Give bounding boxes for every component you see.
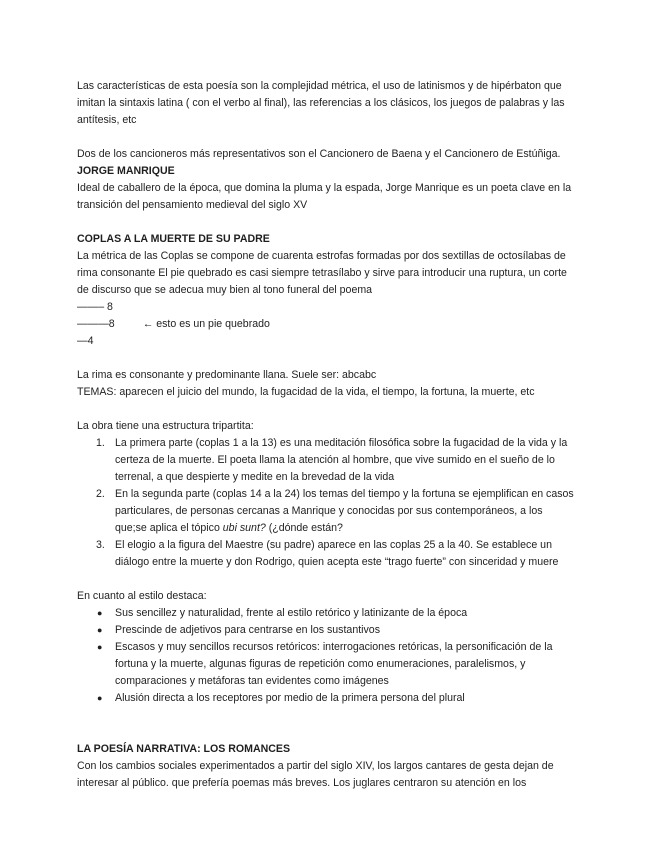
coplas-metrica-paragraph: La métrica de las Coplas se compone de cuarenta estrofas formadas por dos sextillas de octosílabas de rima consonante El pie quebrado es casi siempre tetrasílabo y sirve para introducir una ruptura, un corte de discurso que se adecua muy bien al tono funeral del poema	[77, 250, 567, 296]
list-item	[77, 435, 577, 486]
list-item	[77, 690, 577, 707]
spacer	[77, 571, 577, 588]
estilo-list	[77, 605, 577, 707]
list-item	[77, 622, 577, 639]
intro-paragraph-1: Las características de esta poesía son la complejidad métrica, el uso de latinismos y de hipérbaton que imitan la sintaxis latina ( con el verbo al final), las referencias a los clásicos, los juegos de palabras y las antítesis, etc	[77, 80, 565, 126]
metric-scheme-line-2	[77, 316, 577, 333]
metric-scheme-line-1: ——– 8	[77, 301, 113, 313]
bullet-icon: ●	[97, 625, 103, 635]
document-body	[77, 78, 577, 792]
estructura-list	[77, 435, 577, 571]
manrique-paragraph: Ideal de caballero de la época, que domina la pluma y la espada, Jorge Manrique es un poeta clave en la transición del pensamiento medieval del siglo XV	[77, 182, 572, 211]
bullet-icon: ●	[97, 642, 103, 652]
spacer	[77, 214, 577, 231]
list-item-text-end: (¿dónde están?	[265, 522, 343, 534]
metric-scheme-line-3: —4	[77, 335, 94, 347]
list-number: 2.	[96, 488, 105, 500]
heading-romances: LA POESÍA NARRATIVA: LOS ROMANCES	[77, 743, 291, 755]
intro-paragraph-2: Dos de los cancioneros más representativos son el Cancionero de Baena y el Cancionero de Estúñiga.	[77, 148, 561, 160]
estilo-intro: En cuanto al estilo destaca:	[77, 590, 207, 602]
spacer	[77, 350, 577, 367]
pie-quebrado-note: ← esto es un pie quebrado	[142, 318, 270, 330]
list-item-text: La primera parte (coplas 1 a la 13) es una meditación filosófica sobre la fugacidad de la vida y la certeza de la muerte. El poeta llama la atención al hombre, que vive sumido en el sueño de lo terrenal, a que despierte y medite en la brevedad de la vida	[115, 437, 568, 483]
romances-paragraph: Con los cambios sociales experimentados a partir del siglo XIV, los largos cantares de gesta dejan de interesar al público. que prefería poemas más breves. Los juglares centraron su atención en los	[77, 760, 554, 789]
heading-jorge-manrique: JORGE MANRIQUE	[77, 165, 175, 177]
list-item-text: Prescinde de adjetivos para centrarse en los sustantivos	[115, 624, 380, 636]
list-item	[77, 486, 577, 537]
heading-coplas: COPLAS A LA MUERTE DE SU PADRE	[77, 233, 270, 245]
spacer	[77, 724, 577, 741]
list-item-text: Alusión directa a los receptores por medio de la primera persona del plural	[115, 692, 465, 704]
list-number: 1.	[96, 437, 105, 449]
bullet-icon: ●	[97, 608, 103, 618]
list-item-text: Escasos y muy sencillos recursos retóricos: interrogaciones retóricas, la personificación de la fortuna y la muerte, algunas figuras de repetición como enumeraciones, paralelismos, y comparaciones y metáforas tan evidentes como imágenes	[115, 641, 553, 687]
list-item-text: En la segunda parte (coplas 14 a la 24) los temas del tiempo y la fortuna se ejemplifican en casos particulares, de personas cercanas a Manrique y conocidas por sus contemporáneos, a los que;se aplica el tópico	[115, 488, 574, 534]
spacer	[77, 707, 577, 724]
ubi-sunt-term: ubi sunt?	[222, 522, 266, 534]
temas-paragraph: TEMAS: aparecen el juicio del mundo, la fugacidad de la vida, el tiempo, la fortuna, la muerte, etc	[77, 386, 535, 398]
list-item	[77, 605, 577, 622]
rima-paragraph: La rima es consonante y predominante llana. Suele ser: abcabc	[77, 369, 377, 381]
spacer	[77, 129, 577, 146]
list-item	[77, 537, 577, 571]
list-item	[77, 639, 577, 690]
list-item-text: Sus sencillez y naturalidad, frente al estilo retórico y latinizante de la época	[115, 607, 468, 619]
bullet-icon: ●	[97, 693, 103, 703]
metric-scheme-value: ———8	[77, 318, 115, 330]
spacer	[77, 401, 577, 418]
list-number: 3.	[96, 539, 105, 551]
list-item-text: El elogio a la figura del Maestre (su padre) aparece en las coplas 25 a la 40. Se establece un diálogo entre la muerte y don Rodrigo, quien acepta este “trago fuerte” con sinceridad y muere	[115, 539, 559, 568]
estructura-intro: La obra tiene una estructura tripartita:	[77, 420, 254, 432]
